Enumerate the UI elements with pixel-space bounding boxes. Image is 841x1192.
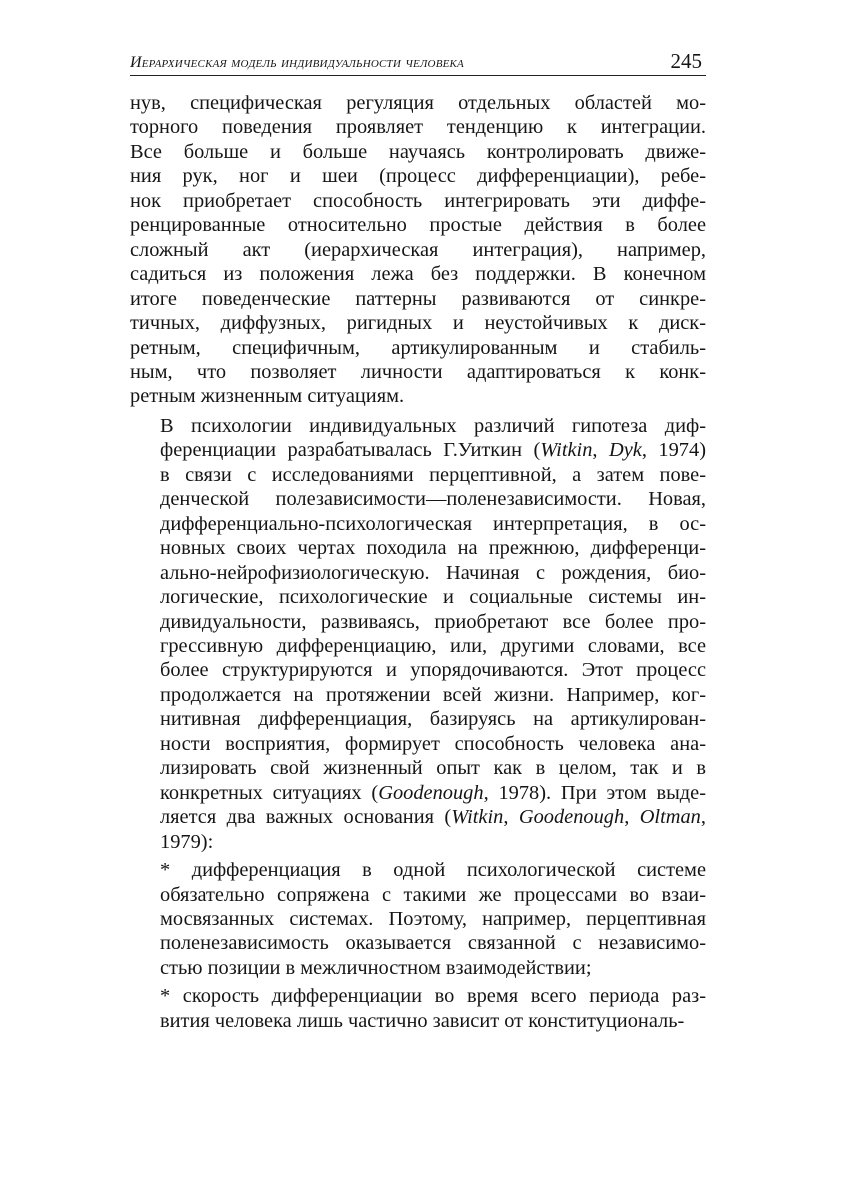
text-line: нитивная дифференциация, базируясь на артикулирован- [160, 708, 706, 731]
text-line: денческой полезависимости—поленезависимости. Новая, [160, 488, 706, 511]
text-line: ния рук, ног и шеи (процесс дифференциации), ребе- [130, 165, 706, 188]
text-line: продолжается на протяжении всей жизни. Например, ког- [160, 683, 706, 706]
citation-author: Goodenough [518, 806, 625, 829]
text-line: в связи с исследованиями перцептивной, а затем пове- [160, 463, 706, 486]
bullet-paragraph [130, 858, 706, 980]
text-line: ференциации разрабатывалась Г.Уиткин (Witkin, Dyk, 1974) [160, 439, 706, 462]
citation-author: Oltman [639, 806, 701, 829]
text-line: вития человека лишь частично зависит от конституциональ- [160, 1009, 685, 1032]
text-line: ретным, специфичным, артикулированным и стабиль- [130, 336, 706, 359]
book-page [130, 38, 706, 1033]
text-line: обязательно сопряжена с такими же процессами во взаи- [160, 883, 706, 906]
text-line: В психологии индивидуальных различий гипотеза диф- [160, 414, 706, 437]
text-line: нув, специфическая регуляция отдельных областей мо- [130, 92, 706, 114]
citation-author: Dyk [609, 439, 642, 462]
text-line: более структурируются и упорядочиваются. Этот процесс [160, 659, 706, 682]
text-line: ретным жизненным ситуациям. [130, 385, 405, 408]
text-line: ности восприятия, формирует способность человека ана- [160, 732, 706, 755]
text-line: лизировать свой жизненный опыт как в целом, так и в [160, 757, 706, 780]
text-line: 1979): [160, 830, 214, 853]
text-line: * скорость дифференциации во время всего периода раз- [160, 985, 706, 1008]
paragraph [130, 91, 706, 409]
text-line: конкретных ситуациях (Goodenough, 1978). При этом выде- [160, 781, 706, 804]
paragraph [130, 414, 706, 854]
citation-author: Goodenough [378, 781, 484, 804]
text-line: грессивную дифференциацию, или, другими словами, все [160, 634, 706, 657]
text-line: ально-нейрофизиологическую. Начиная с рождения, био- [160, 561, 706, 584]
text-line: торного поведения проявляет тенденцию к интеграции. [130, 116, 706, 139]
text-line: логические, психологические и социальные системы ин- [160, 586, 706, 609]
text-line: сложный акт (иерархическая интеграция), например, [130, 238, 706, 261]
body-text [130, 91, 706, 1033]
text-line: ным, что позволяет личности адаптироваться к конк- [130, 360, 706, 383]
bullet-paragraph [130, 984, 706, 1033]
citation-author: Witkin [451, 806, 504, 829]
text-line: дифференциально-психологическая интерпретация, в ос- [160, 512, 706, 535]
text-line: * дифференциация в одной психологической системе [160, 859, 706, 882]
text-line: стью позиции в межличностном взаимодействии; [160, 956, 592, 979]
text-line: мосвязанных системах. Поэтому, например, перцептивная [160, 907, 706, 930]
text-line: ренцированные относительно простые действия в более [130, 214, 706, 237]
page-number: 245 [670, 49, 702, 73]
text-line: Все больше и больше научаясь контролировать движе- [130, 140, 706, 163]
citation-author: Witkin [540, 439, 593, 462]
text-line: ляется два важных основания (Witkin, Goodenough, Oltman, [160, 806, 706, 829]
running-header [130, 38, 706, 76]
text-line: нок приобретает способность интегрировать эти диффе- [130, 189, 706, 212]
text-line: дивидуальности, развиваясь, приобретают все более про- [160, 610, 706, 633]
text-line: поленезависимость оказывается связанной с независимо- [160, 932, 706, 955]
text-line: новных своих чертах походила на прежнюю, дифференци- [160, 537, 706, 560]
running-header-title: Иерархическая модель индивидуальности человека [130, 54, 464, 71]
text-line: садиться из положения лежа без поддержки. В конечном [130, 263, 706, 286]
text-line: тичных, диффузных, ригидных и неустойчивых к диск- [130, 312, 706, 335]
text-line: итоге поведенческие паттерны развиваются от синкре- [130, 287, 706, 310]
